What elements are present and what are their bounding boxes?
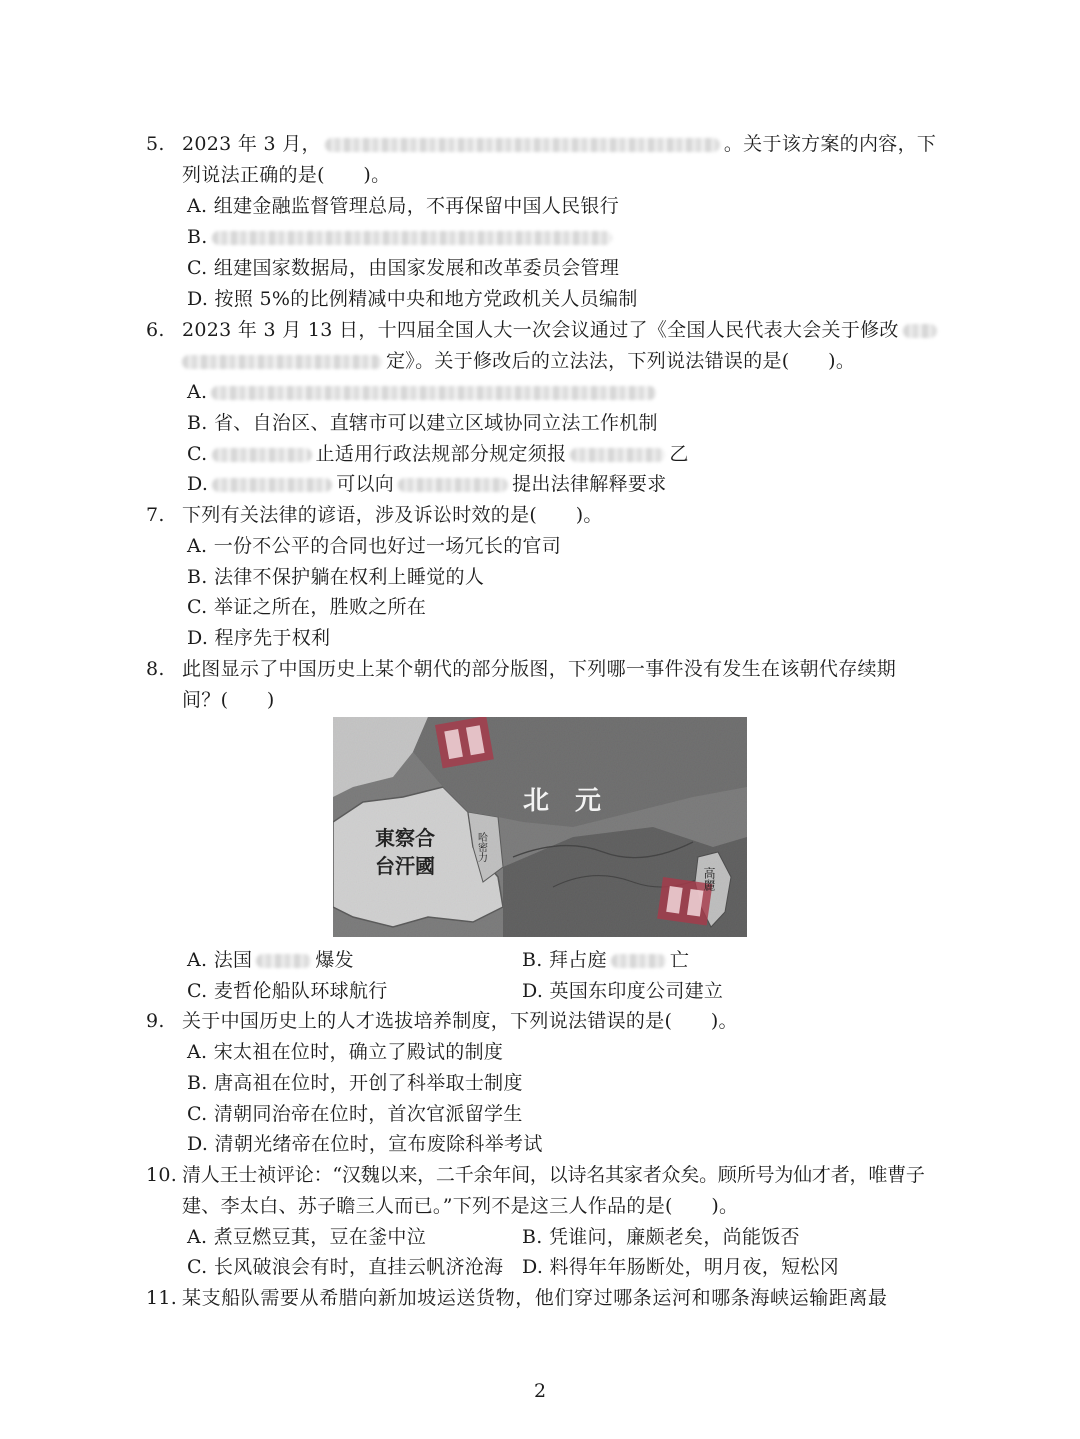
question-number: 8.	[146, 658, 165, 680]
question-5-option-c: C. 组建国家数据局，由国家发展和改革委员会管理	[187, 257, 620, 279]
page-number: 2	[533, 1380, 547, 1402]
redacted-text	[212, 448, 312, 462]
question-number: 7.	[146, 504, 165, 526]
question-number: 5.	[146, 133, 165, 155]
option-letter: C.	[187, 443, 208, 465]
question-number: 10.	[146, 1164, 178, 1186]
map-label-chagatai-1: 東察合	[375, 826, 435, 850]
question-10-option-d: D. 料得年年肠断处，明月夜，短松冈	[522, 1256, 840, 1278]
question-10-options-row-1	[187, 1224, 800, 1250]
question-8-option-b	[522, 947, 689, 973]
question-10-option-a: A. 煮豆燃豆萁，豆在釜中泣	[187, 1226, 427, 1248]
question-6-option-b: B. 省、自治区、直辖市可以建立区域协同立法工作机制	[187, 412, 658, 434]
question-9-line-1	[146, 1008, 738, 1034]
question-10-option-b: B. 凭谁问，廉颇老矣，尚能饭否	[522, 1226, 800, 1248]
option-text: 爆发	[315, 949, 354, 971]
question-8-line-1	[146, 656, 896, 682]
map-svg	[333, 717, 747, 937]
redacted-text	[212, 478, 332, 492]
question-5-option-b	[187, 224, 616, 250]
map-label-chagatai-2: 台汗國	[375, 854, 435, 878]
question-7-option-d: D. 程序先于权利	[187, 627, 331, 649]
question-5-line-1	[146, 131, 936, 157]
question-text: 此图显示了中国历史上某个朝代的部分版图，下列哪一事件没有发生在该朝代存续期	[182, 658, 897, 680]
question-6-option-c	[187, 441, 689, 467]
option-text: 亡	[669, 949, 690, 971]
question-text: 某支船队需要从希腊向新加坡运送货物，他们穿过哪条运河和哪条海峡运输距离最	[182, 1287, 888, 1309]
question-5-option-a: A. 组建金融监督管理总局，不再保留中国人民银行	[187, 195, 620, 217]
redacted-text	[256, 954, 311, 968]
redacted-text	[570, 448, 665, 462]
redacted-text	[325, 138, 720, 152]
question-number: 11.	[146, 1287, 178, 1309]
red-seal-stamp	[435, 717, 494, 768]
redacted-text	[398, 478, 508, 492]
option-text: 可以向	[336, 473, 395, 495]
question-10-line-2: 建、李太白、苏子瞻三人而已。”下列不是这三人作品的是( )。	[182, 1195, 739, 1217]
question-11-line-1	[146, 1285, 888, 1311]
redacted-text	[211, 386, 656, 400]
question-8-option-c: C. 麦哲伦船队环球航行	[187, 980, 388, 1002]
option-letter: A.	[187, 381, 208, 403]
question-6-option-a	[187, 379, 660, 405]
map-label-goryeo: 高麗	[702, 867, 716, 891]
option-text: 乙	[669, 443, 689, 465]
option-text: A. 法国	[187, 949, 253, 971]
question-8-options-row-1	[187, 947, 787, 973]
question-text: 下列有关法律的谚语，涉及诉讼时效的是( )。	[182, 504, 603, 526]
question-7-option-c: C. 举证之所在，胜败之所在	[187, 596, 427, 618]
question-text: 定》。关于修改后的立法法，下列说法错误的是( )。	[386, 350, 856, 372]
question-6-line-2	[182, 348, 855, 374]
option-text: B. 拜占庭	[522, 949, 607, 971]
question-7-line-1	[146, 502, 603, 528]
question-7-option-b: B. 法律不保护躺在权利上睡觉的人	[187, 566, 485, 588]
question-text: 2023 年 3 月 13 日，十四届全国人大一次会议通过了《全国人民代表大会关于修改	[182, 319, 899, 341]
option-letter: D.	[187, 473, 209, 495]
question-5-line-2: 列说法正确的是( )。	[182, 164, 391, 186]
question-number: 9.	[146, 1010, 165, 1032]
option-letter: B.	[187, 226, 208, 248]
question-8-options-row-2	[187, 978, 787, 1004]
redacted-text	[903, 324, 937, 338]
question-10-line-1	[146, 1162, 925, 1188]
question-8-option-d: D. 英国东印度公司建立	[522, 980, 724, 1002]
question-text: 清人王士祯评论：“汉魏以来，二千余年间，以诗名其家者众矣。顾所号为仙才者，唯曹子	[182, 1164, 925, 1186]
question-6-line-1	[146, 317, 941, 343]
question-9-option-b: B. 唐高祖在位时，开创了科举取士制度	[187, 1072, 523, 1094]
question-7-option-a: A. 一份不公平的合同也好过一场冗长的官司	[187, 535, 562, 557]
question-5-option-d: D. 按照 5%的比例精减中央和地方党政机关人员编制	[187, 288, 638, 310]
map-label-northern-yuan: 北 元	[523, 786, 602, 816]
map-label-hami: 哈密力	[475, 832, 487, 862]
question-number: 6.	[146, 319, 165, 341]
question-9-option-a: A. 宋太祖在位时，确立了殿试的制度	[187, 1041, 504, 1063]
option-text: 提出法律解释要求	[512, 473, 667, 495]
question-text: 2023 年 3 月，	[182, 133, 321, 155]
question-text: 。关于该方案的内容，下	[723, 133, 937, 155]
question-10-option-c: C. 长风破浪会有时，直挂云帆济沧海	[187, 1256, 504, 1278]
question-10-options-row-2	[187, 1254, 840, 1280]
redacted-text	[212, 231, 612, 245]
question-6-option-d	[187, 471, 667, 497]
question-8-option-a	[187, 949, 354, 971]
historical-map-image	[333, 717, 747, 937]
question-8-line-2: 间？( )	[182, 689, 275, 711]
question-9-option-c: C. 清朝同治帝在位时，首次官派留学生	[187, 1103, 523, 1125]
redacted-text	[182, 355, 382, 369]
question-9-option-d: D. 清朝光绪帝在位时，宣布废除科举考试	[187, 1133, 543, 1155]
question-text: 关于中国历史上的人才选拔培养制度，下列说法错误的是( )。	[182, 1010, 738, 1032]
redacted-text	[611, 954, 666, 968]
option-text: 止适用行政法规部分规定须报	[315, 443, 567, 465]
